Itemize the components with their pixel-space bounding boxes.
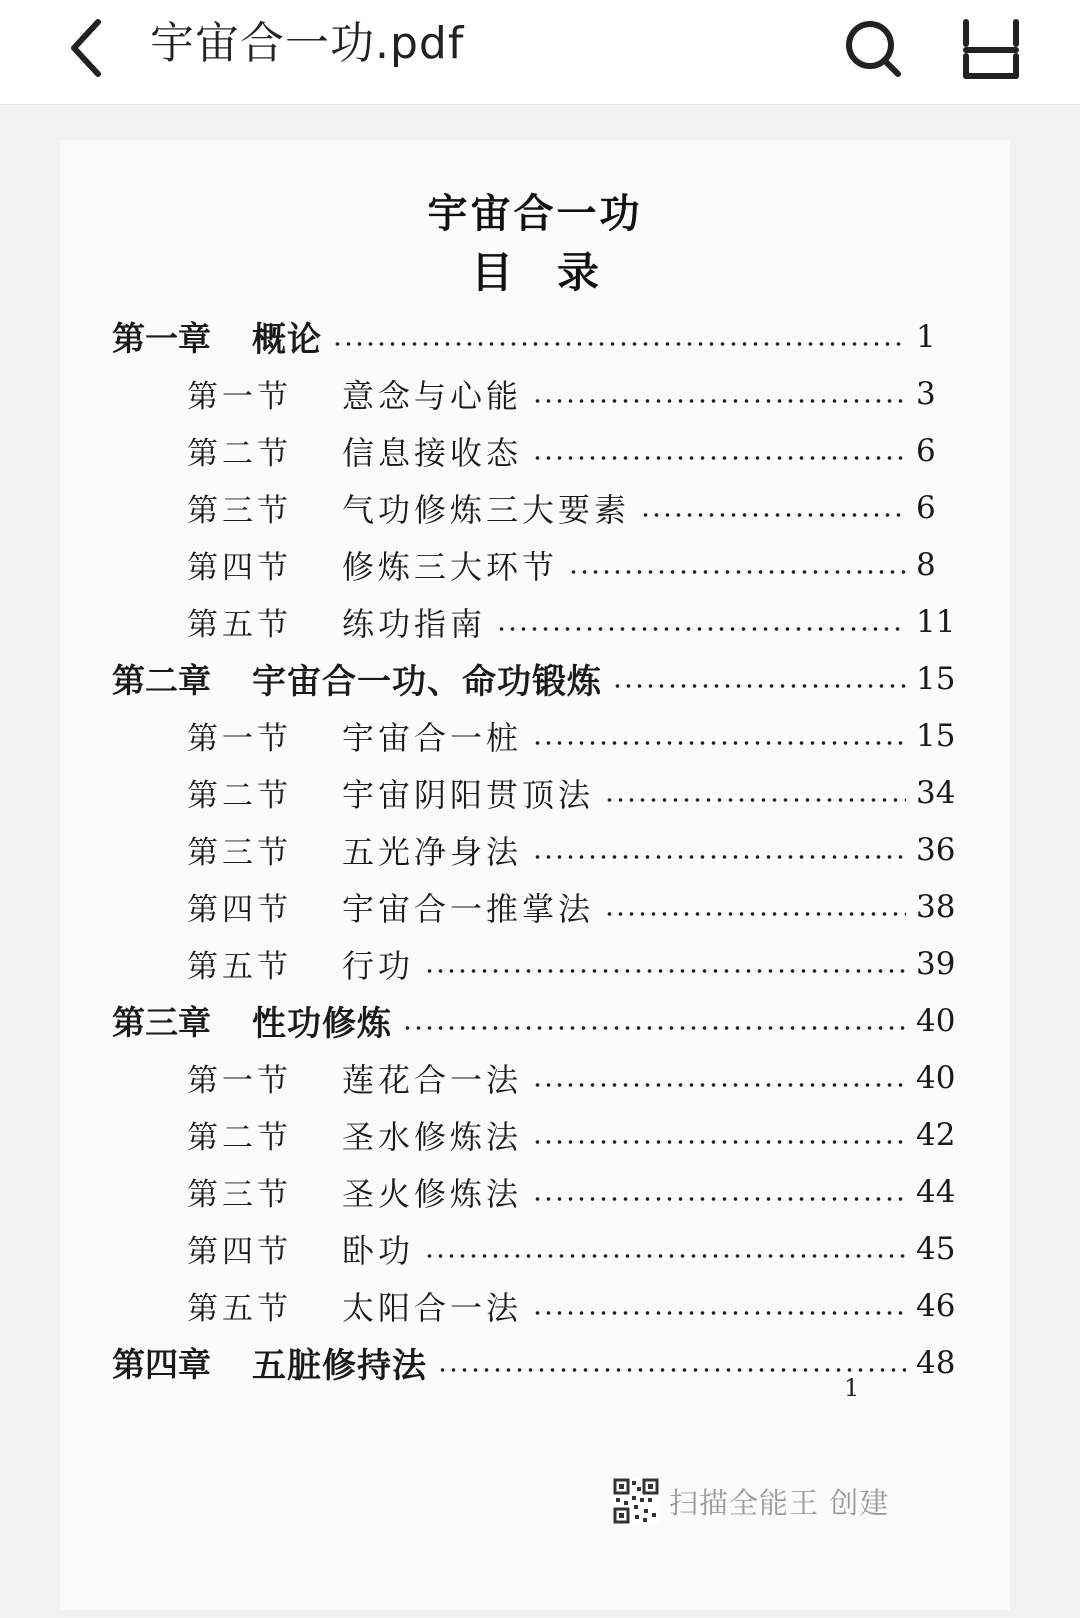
toc-entry-label: 第二节 [187, 778, 292, 814]
dot-leader [496, 627, 906, 631]
toc-entry-page: 46 [916, 1287, 956, 1324]
toc-entry-title: 太阳合一法 [342, 1288, 523, 1327]
toc-chapter-entry[interactable] [112, 1334, 972, 1391]
table-of-contents [112, 308, 972, 1391]
toc-entry-label: 第一节 [187, 1063, 292, 1099]
toc-chapter-entry[interactable] [112, 992, 972, 1049]
toc-section-entry[interactable] [112, 536, 972, 593]
toc-entry-title: 五光净身法 [342, 832, 523, 871]
toc-entry-label: 第一节 [187, 721, 292, 757]
dot-leader [640, 513, 906, 517]
toc-section-entry[interactable] [112, 479, 972, 536]
toc-entry-title: 修炼三大环节 [342, 547, 559, 586]
file-title: 宇宙合一功.pdf [150, 18, 465, 69]
toc-section-entry[interactable] [112, 935, 972, 992]
menu-icon [956, 14, 1026, 84]
toc-entry-page: 8 [916, 546, 936, 583]
toc-entry-title: 概论 [252, 320, 322, 360]
toc-entry-label: 第五节 [187, 1291, 292, 1327]
dot-leader [437, 1368, 906, 1372]
watermark-text: 扫描全能王 创建 [669, 1485, 890, 1520]
toc-section-entry[interactable] [112, 821, 972, 878]
dot-leader [532, 456, 906, 460]
search-icon [838, 14, 908, 84]
page-number: 1 [844, 1374, 860, 1402]
search-button[interactable] [838, 14, 908, 84]
toc-entry-title: 性功修炼 [252, 1004, 392, 1044]
book-title: 宇宙合一功 [427, 190, 643, 237]
toc-entry-page: 3 [916, 375, 936, 412]
toc-entry-label: 第三节 [187, 493, 292, 529]
menu-button[interactable] [956, 14, 1026, 84]
back-button[interactable] [62, 12, 118, 82]
toc-section-entry[interactable] [112, 878, 972, 935]
toc-entry-label: 第二节 [187, 436, 292, 472]
dot-leader [532, 399, 906, 403]
dot-leader [532, 1083, 906, 1087]
dot-leader [532, 741, 906, 745]
toc-section-entry[interactable] [112, 1220, 972, 1277]
dot-leader [424, 1254, 906, 1258]
toc-entry-page: 34 [916, 774, 956, 811]
toc-entry-title: 圣火修炼法 [342, 1174, 523, 1213]
toc-entry-label: 第四节 [187, 1234, 292, 1270]
dot-leader [402, 1026, 906, 1030]
dot-leader [612, 684, 906, 688]
toc-section-entry[interactable] [112, 764, 972, 821]
toc-entry-title: 意念与心能 [342, 376, 523, 415]
dot-leader [332, 342, 906, 346]
toc-entry-title: 信息接收态 [342, 433, 523, 472]
pdf-page[interactable] [60, 140, 1010, 1610]
toc-entry-page: 15 [916, 660, 956, 697]
toc-chapter-entry[interactable] [112, 308, 972, 365]
toc-entry-label: 第四章 [112, 1345, 211, 1384]
toc-entry-label: 第一节 [187, 379, 292, 415]
toc-section-entry[interactable] [112, 1106, 972, 1163]
toc-entry-page: 44 [916, 1173, 956, 1210]
top-bar [0, 0, 1080, 105]
toc-entry-page: 40 [916, 1059, 956, 1096]
toc-section-entry[interactable] [112, 1163, 972, 1220]
toc-entry-title: 气功修炼三大要素 [342, 490, 631, 529]
toc-entry-title: 宇宙阴阳贯顶法 [342, 775, 595, 814]
toc-entry-title: 练功指南 [342, 604, 487, 643]
toc-entry-label: 第一章 [112, 319, 211, 358]
toc-entry-title: 卧功 [342, 1231, 415, 1270]
toc-entry-page: 1 [916, 318, 936, 355]
toc-entry-label: 第三章 [112, 1003, 211, 1042]
toc-section-entry[interactable] [112, 1049, 972, 1106]
toc-entry-label: 第五节 [187, 607, 292, 643]
qr-code-icon [613, 1478, 659, 1524]
toc-entry-page: 36 [916, 831, 956, 868]
toc-entry-page: 42 [916, 1116, 956, 1153]
toc-entry-page: 6 [916, 489, 936, 526]
toc-entry-page: 38 [916, 888, 956, 925]
toc-section-entry[interactable] [112, 365, 972, 422]
dot-leader [532, 1197, 906, 1201]
toc-entry-page: 48 [916, 1344, 956, 1381]
dot-leader [568, 570, 906, 574]
back-arrow-icon [62, 12, 118, 82]
toc-entry-label: 第二节 [187, 1120, 292, 1156]
toc-entry-title: 五脏修持法 [252, 1346, 427, 1386]
toc-section-entry[interactable] [112, 593, 972, 650]
dot-leader [532, 1311, 906, 1315]
toc-entry-page: 6 [916, 432, 936, 469]
toc-entry-label: 第四节 [187, 550, 292, 586]
toc-section-entry[interactable] [112, 422, 972, 479]
dot-leader [424, 969, 906, 973]
toc-section-entry[interactable] [112, 707, 972, 764]
toc-entry-label: 第二章 [112, 661, 211, 700]
scanner-watermark [613, 1476, 889, 1526]
toc-entry-title: 宇宙合一推掌法 [342, 889, 595, 928]
toc-entry-page: 45 [916, 1230, 956, 1267]
toc-section-entry[interactable] [112, 1277, 972, 1334]
toc-entry-title: 宇宙合一桩 [342, 718, 523, 757]
dot-leader [604, 798, 906, 802]
toc-entry-page: 11 [916, 603, 956, 640]
toc-entry-title: 莲花合一法 [342, 1060, 523, 1099]
dot-leader [532, 855, 906, 859]
toc-entry-title: 行功 [342, 946, 415, 985]
toc-entry-title: 圣水修炼法 [342, 1117, 523, 1156]
toc-chapter-entry[interactable] [112, 650, 972, 707]
toc-heading: 目录 [470, 248, 643, 297]
toc-entry-title: 宇宙合一功、命功锻炼 [252, 662, 602, 702]
toc-entry-label: 第三节 [187, 1177, 292, 1213]
toc-entry-label: 第五节 [187, 949, 292, 985]
toc-entry-page: 15 [916, 717, 956, 754]
toc-entry-label: 第三节 [187, 835, 292, 871]
dot-leader [532, 1140, 906, 1144]
toc-entry-page: 40 [916, 1002, 956, 1039]
toc-entry-page: 39 [916, 945, 956, 982]
toc-entry-label: 第四节 [187, 892, 292, 928]
dot-leader [604, 912, 906, 916]
